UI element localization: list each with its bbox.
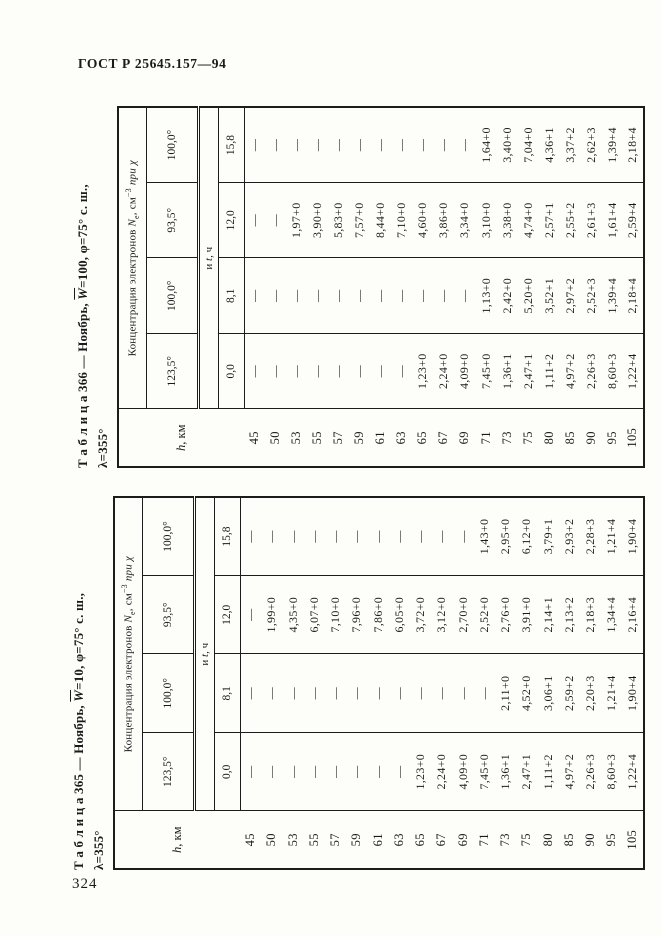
h-cell: 53 [286, 409, 307, 467]
data-cell: 2,59+4 [623, 183, 644, 259]
data-cell: 2,62+3 [581, 107, 602, 183]
table-body [244, 107, 644, 467]
data-cell: — [370, 107, 391, 183]
data-cell: — [346, 654, 367, 733]
t-value-header: 15,8 [218, 107, 244, 183]
data-cell: — [412, 107, 433, 183]
data-row [602, 107, 623, 467]
data-cell: 3,37+2 [560, 107, 581, 183]
data-cell: 4,60+0 [412, 183, 433, 259]
data-row [244, 107, 265, 467]
data-cell: 6,05+0 [389, 576, 410, 655]
cm-exponent: −3 [123, 188, 133, 198]
data-cell: 2,70+0 [453, 576, 474, 655]
h-cell: 75 [518, 409, 539, 467]
data-cell: 2,18+3 [580, 576, 601, 655]
data-row [623, 107, 644, 467]
h-cell: 67 [431, 811, 452, 869]
data-cell: 3,06+1 [538, 654, 559, 733]
h-cell: 105 [623, 811, 645, 869]
data-cell: — [410, 654, 431, 733]
data-cell: 4,97+2 [560, 334, 581, 410]
data-cell: — [328, 107, 349, 183]
data-row [581, 107, 602, 467]
table-366-content [73, 106, 645, 468]
data-row [476, 107, 497, 467]
data-cell: 2,26+3 [581, 334, 602, 410]
data-cell: — [307, 334, 328, 410]
page-number: 324 [72, 876, 98, 892]
data-cell: 6,12+0 [516, 497, 537, 576]
data-cell: — [304, 733, 325, 812]
data-cell: 2,24+0 [431, 733, 452, 812]
h-cell: 85 [559, 811, 580, 869]
data-cell: — [283, 654, 304, 733]
table-title-lambda: λ=355° [91, 830, 106, 870]
t-label-pre: и [202, 260, 215, 270]
data-row [283, 497, 304, 869]
t-value-header: 12,0 [214, 576, 240, 655]
data-cell: 4,97+2 [559, 733, 580, 812]
h-column-header [114, 811, 240, 869]
h-cell: 59 [346, 811, 367, 869]
data-cell: 7,10+0 [325, 576, 346, 655]
data-cell: 3,40+0 [497, 107, 518, 183]
data-cell: — [346, 733, 367, 812]
data-cell: 4,35+0 [283, 576, 304, 655]
h-cell: 59 [349, 409, 370, 467]
data-cell: 2,95+0 [495, 497, 516, 576]
table-title [73, 106, 117, 468]
ne-symbol: N [126, 218, 139, 227]
data-cell: — [240, 497, 261, 576]
table-title-word: Т а б л и ц а [71, 797, 86, 870]
data-cell: — [244, 258, 265, 334]
data-cell: 4,74+0 [518, 183, 539, 259]
data-row [559, 497, 580, 869]
data-cell: — [265, 107, 286, 183]
h-cell: 65 [412, 409, 433, 467]
data-cell: — [261, 654, 282, 733]
table-title-params: =10, φ=75° с. ш., [71, 592, 86, 690]
data-row [261, 497, 282, 869]
data-cell: 1,36+1 [495, 733, 516, 812]
data-cell: 2,93+2 [559, 497, 580, 576]
data-cell: — [368, 497, 389, 576]
data-cell: — [240, 733, 261, 812]
data-cell: 1,11+2 [539, 334, 560, 410]
h-cell: 45 [240, 811, 261, 869]
data-cell: 8,60+3 [602, 334, 623, 410]
group-header-text: Концентрация электронов [122, 622, 135, 753]
data-cell: — [368, 733, 389, 812]
data-cell: 2,13+2 [559, 576, 580, 655]
data-cell: 7,45+0 [476, 334, 497, 410]
data-cell: — [283, 497, 304, 576]
data-row [286, 107, 307, 467]
data-cell: — [391, 107, 412, 183]
data-table [117, 106, 645, 468]
data-cell: 6,07+0 [304, 576, 325, 655]
data-row [516, 497, 537, 869]
data-cell: 7,57+0 [349, 183, 370, 259]
data-cell: 4,09+0 [453, 733, 474, 812]
h-cell: 85 [560, 409, 581, 467]
table-title-lambda: λ=355° [95, 428, 110, 468]
ne-symbol: N [122, 614, 135, 623]
group-header-units: , см [122, 593, 135, 612]
h-cell: 90 [581, 409, 602, 467]
data-cell: — [286, 334, 307, 410]
data-row [349, 107, 370, 467]
data-cell: 1,43+0 [474, 497, 495, 576]
h-units: , км [174, 424, 188, 445]
data-cell: — [431, 497, 452, 576]
h-cell: 61 [368, 811, 389, 869]
data-cell: 3,86+0 [433, 183, 454, 259]
data-cell: 2,16+4 [623, 576, 645, 655]
data-cell: — [391, 258, 412, 334]
group-header-text: Концентрация электронов [126, 226, 139, 357]
data-cell: — [244, 183, 265, 259]
group-header-units: , см [126, 197, 139, 216]
h-cell: 53 [283, 811, 304, 869]
h-cell: 90 [580, 811, 601, 869]
data-cell: 2,47+1 [518, 334, 539, 410]
group-header [114, 497, 142, 811]
h-cell: 95 [601, 811, 622, 869]
data-cell: 2,55+2 [560, 183, 581, 259]
data-cell: 1,21+4 [601, 654, 622, 733]
h-cell: 50 [265, 409, 286, 467]
data-cell: — [261, 497, 282, 576]
data-cell: 1,34+4 [601, 576, 622, 655]
t-value-header: 8,1 [214, 654, 240, 733]
data-cell: — [391, 334, 412, 410]
h-units: , км [170, 826, 184, 847]
h-cell: 80 [538, 811, 559, 869]
ne-subscript: e [127, 611, 137, 615]
data-row [474, 497, 495, 869]
data-row [389, 497, 410, 869]
data-cell: 2,59+2 [559, 654, 580, 733]
data-cell: 2,52+3 [581, 258, 602, 334]
h-cell: 55 [307, 409, 328, 467]
h-cell: 63 [389, 811, 410, 869]
data-cell: 1,90+4 [623, 654, 645, 733]
h-cell: 63 [391, 409, 412, 467]
w-index-symbol: $\overline{W}$ [71, 689, 86, 702]
data-cell: 1,23+0 [412, 334, 433, 410]
data-row [560, 107, 581, 467]
data-cell: 1,61+4 [602, 183, 623, 259]
data-cell: 7,86+0 [368, 576, 389, 655]
data-cell: 2,42+0 [497, 258, 518, 334]
gost-standard-header: ГОСТ Р 25645.157—94 [78, 56, 227, 71]
h-cell: 67 [433, 409, 454, 467]
table-header [114, 497, 240, 869]
data-row [433, 107, 454, 467]
data-cell: — [349, 258, 370, 334]
data-cell: 1,36+1 [497, 334, 518, 410]
t-label-units: , ч [198, 642, 211, 654]
h-cell: 73 [497, 409, 518, 467]
t-value-header: 8,1 [218, 258, 244, 334]
h-cell: 71 [476, 409, 497, 467]
data-cell: 7,10+0 [391, 183, 412, 259]
data-cell: — [370, 258, 391, 334]
data-row [304, 497, 325, 869]
data-cell: 4,52+0 [516, 654, 537, 733]
data-row [454, 107, 475, 467]
h-cell: 57 [328, 409, 349, 467]
table-number: 366 [75, 371, 90, 392]
data-row [325, 497, 346, 869]
data-cell: — [433, 107, 454, 183]
table-365-content [69, 496, 645, 870]
data-cell: 1,39+4 [602, 107, 623, 183]
data-cell: — [325, 497, 346, 576]
t-value-header: 15,8 [214, 497, 240, 576]
data-cell: — [307, 107, 328, 183]
chi-value-header: 100,0° [146, 258, 198, 334]
data-row [410, 497, 431, 869]
data-cell: 2,26+3 [580, 733, 601, 812]
data-cell: 1,22+4 [623, 334, 644, 410]
data-row [518, 107, 539, 467]
data-cell: — [240, 576, 261, 655]
data-cell: 2,76+0 [495, 576, 516, 655]
data-cell: — [240, 654, 261, 733]
t-value-header: 12,0 [218, 183, 244, 259]
data-cell: 2,24+0 [433, 334, 454, 410]
t-symbol: t [198, 653, 211, 657]
data-cell: — [265, 183, 286, 259]
data-table [113, 496, 645, 870]
data-cell: 2,18+4 [623, 258, 644, 334]
data-cell: — [412, 258, 433, 334]
data-cell: — [454, 258, 475, 334]
data-cell: 3,10+0 [476, 183, 497, 259]
table-title-month: — Ноябрь, [71, 701, 86, 774]
data-cell: 2,47+1 [516, 733, 537, 812]
data-cell: 5,20+0 [518, 258, 539, 334]
data-cell: — [454, 107, 475, 183]
data-cell: 2,97+2 [560, 258, 581, 334]
t-value-header: 0,0 [218, 334, 244, 410]
data-cell: — [328, 334, 349, 410]
chi-value-header: 93,5° [142, 576, 194, 655]
w-index-symbol: $\overline{W}$ [75, 287, 90, 300]
data-cell: — [304, 654, 325, 733]
h-symbol: h [170, 846, 184, 853]
data-cell: — [265, 258, 286, 334]
chi-value-header: 93,5° [146, 183, 198, 259]
chi-condition: при χ [126, 160, 139, 189]
h-cell: 45 [244, 409, 265, 467]
data-cell: 1,99+0 [261, 576, 282, 655]
data-cell: — [431, 654, 452, 733]
table-title [69, 496, 113, 870]
data-cell: — [433, 258, 454, 334]
chi-value-header: 123,5° [146, 334, 198, 410]
h-cell: 71 [474, 811, 495, 869]
h-cell: 73 [495, 811, 516, 869]
h-column-header [118, 409, 244, 467]
table-365-rotated-block [69, 496, 645, 870]
data-cell: 7,96+0 [346, 576, 367, 655]
h-cell: 65 [410, 811, 431, 869]
t-label-pre: и [198, 656, 211, 666]
h-cell: 57 [325, 811, 346, 869]
data-cell: — [368, 654, 389, 733]
data-row [370, 107, 391, 467]
chi-value-header: 100,0° [146, 107, 198, 183]
data-cell: — [370, 334, 391, 410]
data-cell: — [261, 733, 282, 812]
table-body [240, 497, 644, 869]
data-cell: — [346, 497, 367, 576]
data-cell: — [474, 654, 495, 733]
data-cell: 3,91+0 [516, 576, 537, 655]
chi-condition: при χ [122, 556, 135, 585]
data-cell: 5,83+0 [328, 183, 349, 259]
t-symbol: t [202, 257, 215, 261]
table-number: 365 [71, 773, 86, 794]
data-cell: 1,13+0 [476, 258, 497, 334]
data-row [240, 497, 261, 869]
data-cell: — [286, 107, 307, 183]
h-cell: 95 [602, 409, 623, 467]
data-cell: 1,39+4 [602, 258, 623, 334]
data-row [497, 107, 518, 467]
data-cell: 3,34+0 [454, 183, 475, 259]
data-cell: — [286, 258, 307, 334]
table-header [118, 107, 244, 467]
chi-value-header: 100,0° [142, 654, 194, 733]
h-cell: 69 [454, 409, 475, 467]
t-value-header: 0,0 [214, 733, 240, 812]
table-title-word: Т а б л и ц а [75, 395, 90, 468]
data-cell: 1,64+0 [476, 107, 497, 183]
data-row [495, 497, 516, 869]
data-cell: 4,09+0 [454, 334, 475, 410]
data-row [265, 107, 286, 467]
data-cell: — [304, 497, 325, 576]
data-cell: — [265, 334, 286, 410]
data-cell: — [325, 654, 346, 733]
data-cell: — [453, 497, 474, 576]
data-row [580, 497, 601, 869]
data-row [307, 107, 328, 467]
data-cell: 7,04+0 [518, 107, 539, 183]
h-cell: 75 [516, 811, 537, 869]
data-cell: 3,52+1 [539, 258, 560, 334]
data-cell: 3,38+0 [497, 183, 518, 259]
t-row-label [194, 497, 214, 811]
data-cell: — [349, 107, 370, 183]
data-cell: — [389, 733, 410, 812]
data-row [601, 497, 622, 869]
h-cell: 69 [453, 811, 474, 869]
h-cell: 50 [261, 811, 282, 869]
data-cell: 2,14+1 [538, 576, 559, 655]
data-cell: — [244, 107, 265, 183]
data-cell: 7,45+0 [474, 733, 495, 812]
data-cell: — [389, 654, 410, 733]
data-cell: 3,79+1 [538, 497, 559, 576]
data-cell: 2,52+0 [474, 576, 495, 655]
data-cell: 3,90+0 [307, 183, 328, 259]
data-cell: 1,21+4 [601, 497, 622, 576]
data-row [368, 497, 389, 869]
data-cell: 8,44+0 [370, 183, 391, 259]
data-cell: — [453, 654, 474, 733]
data-cell: 2,20+3 [580, 654, 601, 733]
data-cell: 2,57+1 [539, 183, 560, 259]
data-row [623, 497, 645, 869]
group-header [118, 107, 146, 409]
h-cell: 61 [370, 409, 391, 467]
table-title-month: — Ноябрь, [75, 299, 90, 372]
data-row [453, 497, 474, 869]
data-cell: 1,22+4 [623, 733, 645, 812]
data-cell: 2,18+4 [623, 107, 644, 183]
data-cell: 1,90+4 [623, 497, 645, 576]
data-row [412, 107, 433, 467]
chi-value-header: 100,0° [142, 497, 194, 576]
data-cell: 2,11+0 [495, 654, 516, 733]
data-cell: 2,61+3 [581, 183, 602, 259]
h-cell: 105 [623, 409, 644, 467]
data-cell: — [410, 497, 431, 576]
data-row [346, 497, 367, 869]
data-row [391, 107, 412, 467]
data-cell: — [307, 258, 328, 334]
ne-subscript: e [131, 215, 141, 219]
data-cell: 3,12+0 [431, 576, 452, 655]
data-cell: 2,28+3 [580, 497, 601, 576]
data-cell: 1,11+2 [538, 733, 559, 812]
data-cell: — [349, 334, 370, 410]
t-row-label [198, 107, 218, 409]
data-cell: — [283, 733, 304, 812]
cm-exponent: −3 [119, 584, 129, 594]
chi-value-header: 123,5° [142, 733, 194, 812]
data-row [538, 497, 559, 869]
data-row [328, 107, 349, 467]
table-title-params: =100, φ=75° с. ш., [75, 184, 90, 288]
data-row [431, 497, 452, 869]
data-cell: — [328, 258, 349, 334]
t-label-units: , ч [202, 246, 215, 258]
data-cell: — [325, 733, 346, 812]
h-symbol: h [174, 444, 188, 451]
table-366-rotated-block [73, 106, 645, 468]
data-cell: 3,72+0 [410, 576, 431, 655]
data-cell: 8,60+3 [601, 733, 622, 812]
data-row [539, 107, 560, 467]
data-cell: 1,23+0 [410, 733, 431, 812]
data-cell: — [244, 334, 265, 410]
h-cell: 55 [304, 811, 325, 869]
data-cell: 4,36+1 [539, 107, 560, 183]
data-cell: 1,97+0 [286, 183, 307, 259]
data-cell: — [389, 497, 410, 576]
h-cell: 80 [539, 409, 560, 467]
